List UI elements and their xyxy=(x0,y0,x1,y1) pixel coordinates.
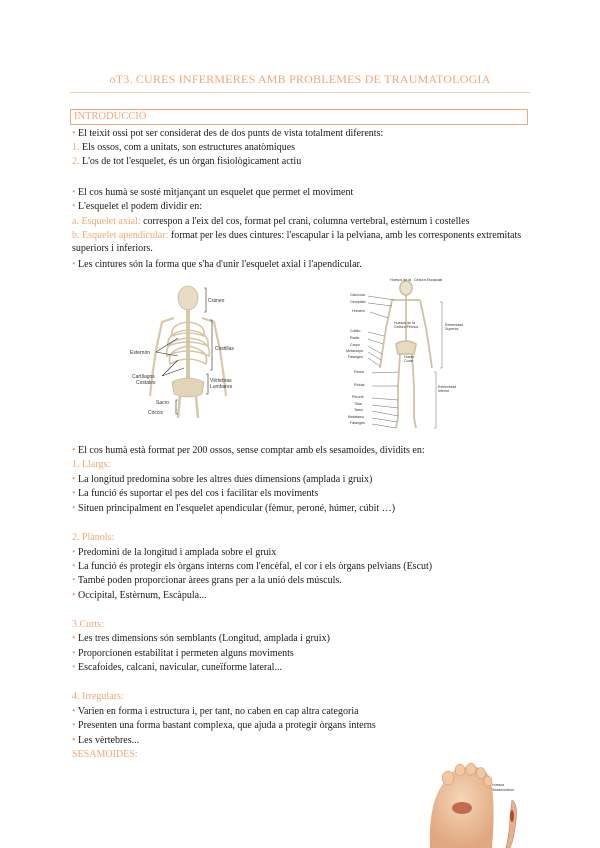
label-extremidad-inferior-1: Extremidad xyxy=(438,385,457,389)
llargs-item xyxy=(72,502,395,515)
heading-llargs: 1. Llargs: xyxy=(72,459,111,470)
intro-line-a xyxy=(72,215,470,228)
intro-line-1 xyxy=(72,127,383,140)
text: La longitud predomina sobre les altres dues dimensions (amplada i gruix) xyxy=(78,474,373,485)
bullet: • xyxy=(72,187,76,198)
types-intro xyxy=(72,444,425,457)
label-hcp-1: Huesos de la xyxy=(394,321,415,325)
label-costillas: Costillas xyxy=(215,346,234,352)
bullet: • xyxy=(72,662,76,673)
bullet: • xyxy=(72,561,76,572)
text: També poden proporcionar àrees grans per a la unió dels músculs. xyxy=(77,575,342,586)
irregulars-item xyxy=(72,705,359,718)
bullet: • xyxy=(72,259,76,270)
text: format per les dues cintures: l'escapular i la pelviana, amb les corresponents extremitats superiors i inferiors. xyxy=(72,230,522,254)
label-metacarpo: Metacarpo xyxy=(346,349,363,353)
bullet: • xyxy=(72,720,76,731)
label-tarso: Tarso xyxy=(354,408,363,412)
label-tibia: Tibia xyxy=(354,402,362,406)
label-radio: Radio xyxy=(350,336,360,340)
bullet: • xyxy=(72,575,76,586)
label-falanges: Falanges xyxy=(348,355,363,359)
planols-item xyxy=(72,589,207,602)
sesamoid-highlight-shape xyxy=(452,802,472,814)
heading-curts: 3.Curts: xyxy=(72,619,104,630)
label-sacro: Sacro xyxy=(156,400,170,406)
text: Escafoides, calcani, navicular, cuneïforme lateral... xyxy=(78,662,282,673)
label-extremidad-superior-1: Extremidad xyxy=(445,323,464,327)
heading-sesamoides: SESAMOIDES: xyxy=(72,749,138,760)
number: 2. xyxy=(72,156,80,167)
curts-item xyxy=(72,661,282,674)
side-sesamoid-shape xyxy=(510,810,514,822)
irregulars-item xyxy=(72,719,376,732)
intro-line-b xyxy=(72,229,528,255)
irregulars-item xyxy=(72,734,139,747)
label-rotula: Rótula xyxy=(354,383,365,387)
label-metatarso: Metatarso xyxy=(348,415,364,419)
label-extremidad-superior-2: Superior xyxy=(445,327,459,331)
letter: a. xyxy=(72,216,79,227)
curts-item xyxy=(72,632,330,645)
bullet: • xyxy=(72,503,76,514)
label-hueso-coxal-2: Coxal xyxy=(404,359,414,363)
section-heading-introduccio: INTRODUCCIÓ xyxy=(70,109,528,125)
bullet: • xyxy=(72,488,76,499)
label-huesos-cintura-escapular-1: Huesos de la xyxy=(390,278,411,282)
text: correspon a l'eix del cos, format pel crani, columna vertebral, estèrnum i costelles xyxy=(143,216,470,227)
planols-item xyxy=(72,546,276,559)
label-vertebras: Vértebras xyxy=(210,378,232,384)
planols-item xyxy=(72,560,432,573)
text: L'os de tot l'esquelet, és un òrgan fisiològicament actiu xyxy=(82,156,302,167)
axial-skeleton-figure xyxy=(122,278,282,418)
bullet: • xyxy=(72,735,76,746)
text: Predomini de la longitud i amplada sobre el gruix xyxy=(78,547,277,558)
bullet: • xyxy=(72,128,76,139)
label-femur: Fémur xyxy=(354,370,365,374)
bullet: • xyxy=(72,474,76,485)
side-view-shape xyxy=(506,800,517,848)
label-lumbares: Lumbares xyxy=(210,384,233,390)
label-falanges-2: Falanges xyxy=(350,421,365,425)
label-omoplato: Omóplato xyxy=(350,300,366,304)
bullet: • xyxy=(72,648,76,659)
llargs-item xyxy=(72,487,318,500)
label-huesos: Huesos xyxy=(492,783,505,787)
label-carpo: Carpo xyxy=(350,343,360,347)
text: Proporcionen estabilitat i permeten alguns moviments xyxy=(78,648,294,659)
label-esternon: Esternón xyxy=(130,350,151,356)
label-hueso-coxal-1: Hueso xyxy=(404,355,415,359)
appendicular-skeleton-figure xyxy=(340,278,470,433)
text: La funció és suportar el pes del cos i facilitar els moviments xyxy=(78,488,319,499)
label-clavicula: Clavícula xyxy=(350,293,365,297)
label-sesamoideos: Sesamoideos xyxy=(492,788,514,792)
curts-item xyxy=(72,647,294,660)
heading-irregulars: 4. Irregulars: xyxy=(72,691,124,702)
label-cartilagos: Cartílagos xyxy=(132,374,155,380)
llargs-item xyxy=(72,473,372,486)
number: 1. xyxy=(72,142,80,153)
text: Les vèrtebres... xyxy=(78,735,140,746)
intro-line-6 xyxy=(72,258,362,271)
page-title: oT3. CURES INFERMERES AMB PROBLEMES DE TRAUMATOLOGIA xyxy=(109,72,491,86)
text: Les tres dimensions són semblants (Longitud, amplada i gruix) xyxy=(78,633,330,644)
label-cranio: Cráneo xyxy=(208,298,225,304)
intro-line-5 xyxy=(72,200,202,213)
label-humero: Húmero xyxy=(352,309,365,313)
bullet: • xyxy=(72,201,76,212)
label-cubito: Cúbito xyxy=(350,329,361,333)
bullet: • xyxy=(72,706,76,717)
text: El teixit ossi pot ser considerat des de dos punts de vista totalment diferents: xyxy=(78,128,384,139)
sesamoid-foot-figure xyxy=(426,760,526,848)
letter: b. xyxy=(72,230,80,241)
text: Situen principalment en l'esquelet apendicular (fèmur, peroné, húmer, cúbit …) xyxy=(78,503,396,514)
bullet: • xyxy=(72,445,76,456)
bullet: • xyxy=(72,547,76,558)
heading-planols: 2. Plànols: xyxy=(72,532,115,543)
label-extremidad-inferior-2: Inferior xyxy=(438,389,450,393)
text: Occipital, Estèrnum, Escàpula... xyxy=(78,590,207,601)
text: Varien en forma i estructura i, per tant, no caben en cap altra categoria xyxy=(77,706,359,717)
term: Esquelet apendicular: xyxy=(82,230,169,241)
label-hcp-2: Cintura Pélvica xyxy=(394,325,419,329)
skull-shape xyxy=(178,286,198,310)
intro-line-2 xyxy=(72,141,295,154)
text: El cos humà està format per 200 ossos, sense comptar amb els sesamoides, dividits en: xyxy=(78,445,425,456)
text: Els ossos, com a unitats, son estructures anatòmiques xyxy=(82,142,296,153)
pelvis-shape xyxy=(172,378,204,397)
text: Les cintures són la forma que s'ha d'unir l'esquelet axial i l'apendicular. xyxy=(78,259,362,270)
planols-item xyxy=(72,574,342,587)
intro-line-4 xyxy=(72,186,353,199)
text: La funció és protegir els òrgans interns com l'encèfal, el cor i els òrgans pelvians (Escut) xyxy=(78,561,433,572)
bullet: • xyxy=(72,590,76,601)
label-coccix: Cóccix xyxy=(148,410,164,416)
bullet: • xyxy=(72,633,76,644)
term: Esquelet axial: xyxy=(81,216,141,227)
label-huesos-cintura-escapular-2: Cintura Escapular xyxy=(414,278,443,282)
label-costales: Costales xyxy=(136,380,156,386)
title-divider xyxy=(70,92,530,93)
text: El cos humà se sosté mitjançant un esquelet que permet el moviment xyxy=(78,187,354,198)
text: L'esquelet el podem dividir en: xyxy=(78,201,203,212)
text: Presenten una forma bastant complexa, que ajuda a protegir òrgans interns xyxy=(78,720,376,731)
label-perone: Peroné xyxy=(352,395,364,399)
intro-line-3 xyxy=(72,155,301,168)
legs-shape xyxy=(178,396,198,418)
